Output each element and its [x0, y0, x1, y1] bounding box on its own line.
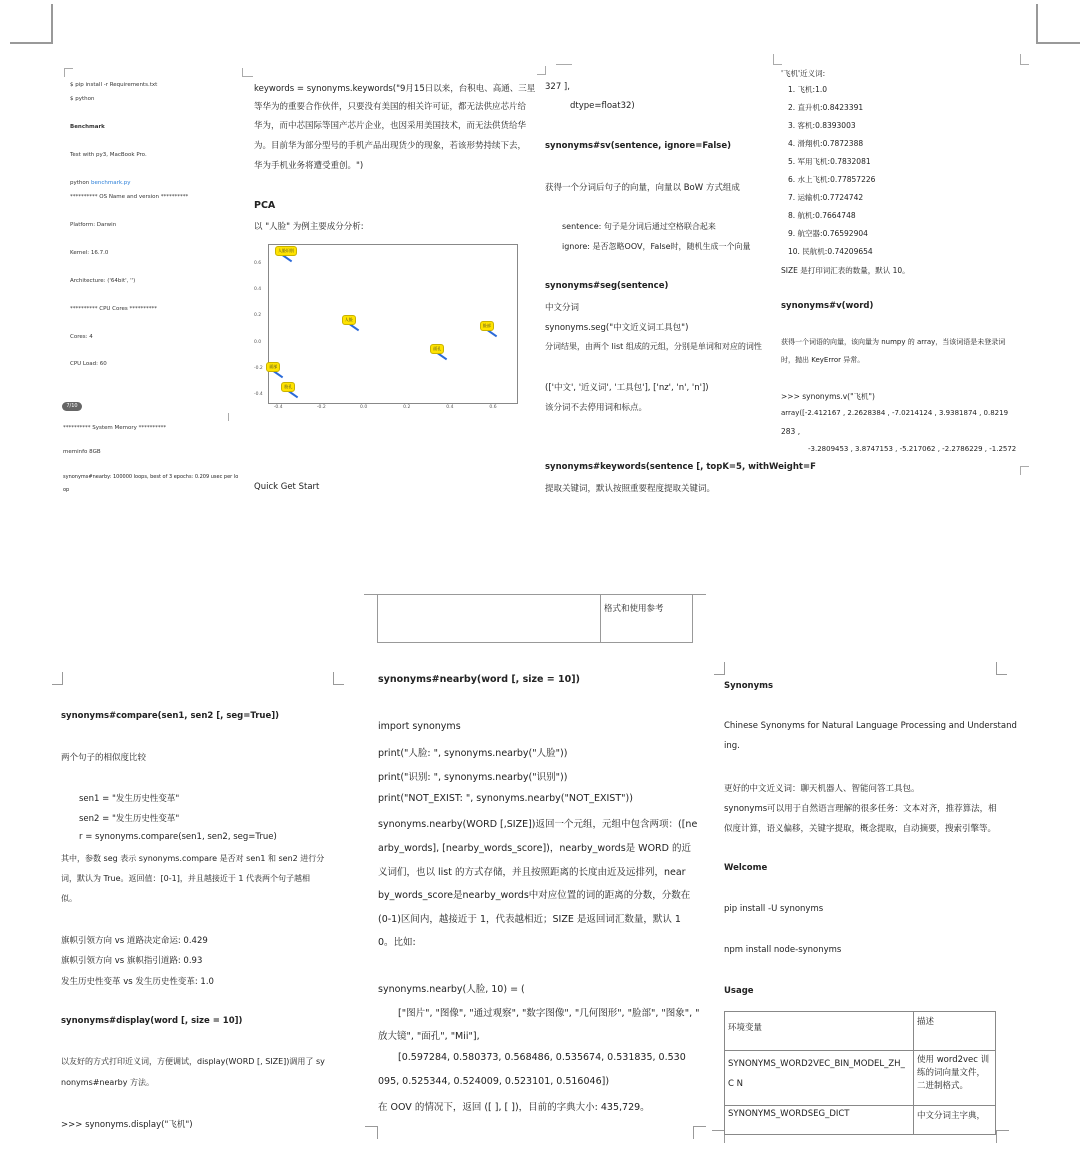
- architecture-line: Architecture: ('64bit', ''): [70, 278, 136, 284]
- compare-param-line: 似。: [61, 894, 77, 903]
- platform-line: Platform: Darwin: [70, 222, 117, 228]
- y-tick-label: -0.2: [254, 366, 263, 372]
- page-corner-mark: [1036, 4, 1080, 44]
- pip-install-line: $ pip install -r Requirements.txt: [70, 82, 158, 88]
- pca-scatter-chart: [254, 236, 520, 416]
- scatter-point-label: 人脸: [342, 315, 356, 325]
- table-cell: 中文分词主字典，: [914, 1106, 996, 1135]
- compare-result: 旗帜引领方向 vs 旗帜指引道路: 0.93: [61, 956, 203, 966]
- welcome-heading: Welcome: [724, 863, 768, 873]
- crop-mark: [52, 672, 63, 685]
- usage-heading: Usage: [724, 986, 754, 996]
- v-example: >>> synonyms.v("飞机"): [781, 392, 875, 401]
- uses-line-cont: 似度计算，语义偏移，关键字提取，概念提取，自动摘要，搜索引擎等。: [724, 824, 997, 834]
- crop-mark: [64, 68, 73, 77]
- nearby-example-words-cont: 放大镜", "面孔", "Mii"],: [378, 1031, 480, 1042]
- synonyms-heading: Synonyms: [724, 681, 774, 691]
- scatter-point-label: 脸部: [480, 321, 494, 331]
- synonym-list-item: 6. 水上飞机:0.77857226: [788, 175, 876, 184]
- memory-separator: ********** System Memory **********: [63, 425, 167, 431]
- nearby-description-line: 0。比如:: [378, 937, 416, 948]
- python-prefix: python: [70, 180, 91, 186]
- crop-mark: [1020, 466, 1029, 475]
- print-line: print("识别: ", synonyms.nearby("识别")): [378, 772, 568, 783]
- keywords-code-line: keywords = synonyms.keywords("9月15日以来，台积电、高通、三星: [254, 84, 536, 94]
- oov-line: 在 OOV 的情况下，返回 ([ ], [ ])，目前的字典大小: 435,729。: [378, 1102, 650, 1113]
- keywords-code-line: 为。目前华为部分型号的手机产品出现货少的现象，若该形势持续下去，: [254, 141, 527, 151]
- uses-line: synonyms可以用于自然语言理解的很多任务：文本对齐，推荐算法，相: [724, 804, 997, 814]
- display-description-cont: nonyms#nearby 方法。: [61, 1078, 154, 1087]
- display-example: >>> synonyms.display("飞机"): [61, 1120, 193, 1130]
- x-tick-label: 0.6: [489, 405, 497, 410]
- import-line: import synonyms: [378, 721, 461, 732]
- compare-param-line: 词，默认为 True。返回值：[0-1]，并且越接近于 1 代表两个句子越相: [61, 874, 311, 883]
- y-tick-label: 0.4: [254, 287, 262, 293]
- v-signature: synonyms#v(word): [781, 301, 874, 311]
- npm-install-command: npm install node-synonyms: [724, 945, 842, 955]
- benchmark-heading: Benchmark: [70, 124, 105, 130]
- seg-signature: synonyms#seg(sentence): [545, 281, 669, 291]
- header-table-cell: 格式和使用参考: [604, 604, 664, 614]
- page-corner-mark: [10, 4, 53, 44]
- synonym-list-item: 10. 民航机:0.74209654: [788, 247, 873, 256]
- synonym-list-item: 5. 军用飞机:0.7832081: [788, 157, 871, 166]
- y-tick-label: 0.6: [254, 260, 262, 266]
- seg-description: 分词结果，由两个 list 组成的元组，分别是单词和对应的词性: [545, 342, 762, 351]
- crop-mark: [365, 1126, 378, 1139]
- keywords-code-line: 华为，而中芯国际等国产芯片企业，也因采用美国技术，而无法供货给华: [254, 121, 527, 131]
- synonyms-tagline: Chinese Synonyms for Natural Language Processing and Understand: [724, 721, 1017, 731]
- table-header-cell: 环境变量: [725, 1012, 914, 1051]
- nearby-description-line: 义词们，也以 list 的方式存储，并且按照距离的长度由近及远排列，near: [378, 867, 686, 878]
- nearby-description-line: synonyms.nearby(WORD [,SIZE])返回一个元组，元组中包含两项：([ne: [378, 819, 698, 830]
- meminfo-line: meminfo 8GB: [63, 449, 101, 455]
- scatter-point-label: 面孔: [430, 344, 444, 354]
- table-cell: SYNONYMS_WORDSEG_DICT: [725, 1106, 914, 1135]
- array-line: -3.2809453 , 3.8747153 , -5.217062 , -2.2786229 , -1.2572: [808, 445, 1017, 453]
- nearby-example-line: synonyms.nearby(人脸, 10) = (: [378, 984, 525, 995]
- sv-description: 获得一个分词后句子的向量，向量以 BoW 方式组成: [545, 183, 740, 193]
- seg-note: 该分词不去停用词和标点。: [545, 403, 648, 413]
- nearby-example-words: ["图片", "图像", "通过观察", "数字图像", "几何图形", "脸部", "图象", ": [398, 1008, 700, 1019]
- nearby-example-scores-cont: 095, 0.525344, 0.524009, 0.523101, 0.516046]): [378, 1076, 610, 1087]
- table-row: [725, 1051, 996, 1106]
- scatter-point-label: 面部: [266, 362, 280, 372]
- compare-call-line: r = synonyms.compare(sen1, sen2, seg=True): [79, 832, 277, 842]
- size-note: SIZE 是打印词汇表的数量，默认 10。: [781, 266, 910, 275]
- os-separator: ********** OS Name and version **********: [70, 194, 189, 200]
- crop-mark: [996, 1130, 1009, 1143]
- better-line: 更好的中文近义词：聊天机器人、智能问答工具包。: [724, 784, 920, 794]
- compare-signature: synonyms#compare(sen1, sen2 [, seg=True]): [61, 711, 279, 721]
- array-line: array([-2.412167 , 2.2628384 , -7.0214124 , 3.9381874 , 0.8219: [781, 409, 1009, 417]
- y-tick-label: -0.4: [254, 392, 263, 398]
- synonym-list-item: 1. 飞机:1.0: [788, 85, 827, 94]
- crop-mark: [996, 662, 1007, 675]
- x-tick-label: -0.2: [316, 405, 326, 410]
- cpu-separator: ********** CPU Cores **********: [70, 306, 158, 312]
- table-cell: 使用 word2vec 训练的词向量文件，二进制格式。: [914, 1051, 996, 1106]
- x-tick-label: 0.0: [360, 405, 368, 410]
- cpu-load-line: CPU Load: 60: [70, 361, 107, 367]
- nearby-description-line: arby_words], [nearby_words_score])，nearby_words是 WORD 的近: [378, 843, 691, 854]
- keywords-description: 提取关键词，默认按照重要程度提取关键词。: [545, 484, 716, 494]
- x-tick-label: -0.4: [273, 405, 283, 410]
- x-tick-label: 0.2: [403, 405, 411, 410]
- compare-result: 旗帜引领方向 vs 道路决定命运: 0.429: [61, 936, 208, 946]
- pca-heading: PCA: [254, 200, 276, 211]
- crop-mark: [242, 68, 253, 77]
- x-tick-label: 0.4: [446, 405, 454, 410]
- crop-mark: [537, 66, 546, 75]
- sen1-line: sen1 = "发生历史性变革": [79, 794, 180, 804]
- crop-mark: [228, 413, 233, 421]
- compare-param-line: 其中，参数 seg 表示 synonyms.compare 是否对 sen1 和 sen2 进行分: [61, 854, 325, 863]
- test-line: Test with py3, MacBook Pro.: [70, 152, 147, 158]
- nearby-example-scores: [0.597284, 0.580373, 0.568486, 0.535674, 0.531835, 0.530: [398, 1052, 686, 1063]
- table-row: [725, 1012, 996, 1051]
- y-tick-label: 0.0: [254, 339, 262, 345]
- scatter-point-label: 脸孔: [281, 382, 295, 392]
- pca-description: 以 "人脸" 为例主要成分分析:: [254, 222, 364, 232]
- header-table: [377, 594, 693, 643]
- synonyms-title: '飞机'近义词:: [781, 69, 826, 78]
- quick-start-heading: Quick Get Start: [254, 482, 320, 492]
- nearby-description-line: by_words_score是nearby_words中对应位置的词的距离的分数，分数在: [378, 890, 691, 901]
- page-badge: 7/10: [62, 402, 82, 411]
- v-description-cont: 时，抛出 KeyError 异常。: [781, 356, 865, 364]
- seg-result: (['中文', '近义词', '工具包'], ['nz', 'n', 'n']): [545, 383, 709, 393]
- synonym-list-item: 3. 客机:0.8393003: [788, 121, 856, 130]
- v-description: 获得一个词语的向量，该向量为 numpy 的 array，当该词语是未登录词: [781, 338, 1006, 346]
- crop-mark: [333, 672, 344, 685]
- sentence-param: sentence: 句子是分词后通过空格联合起来: [562, 222, 716, 231]
- python-command: $ python: [70, 96, 95, 102]
- scatter-point-label: 人脸识别: [275, 246, 297, 256]
- env-var-table: [724, 1011, 996, 1135]
- dtype-line: dtype=float32): [570, 101, 635, 111]
- pip-install-command: pip install -U synonyms: [724, 904, 824, 914]
- array-line: 283 ,: [781, 427, 801, 436]
- table-row: [725, 1106, 996, 1135]
- nearby-description-line: (0-1)区间内，越接近于 1，代表越相近；SIZE 是返回词汇数量，默认 1: [378, 914, 681, 925]
- sen2-line: sen2 = "发生历史性变革": [79, 814, 180, 824]
- synonym-list-item: 7. 运输机:0.7724742: [788, 193, 864, 202]
- ignore-param: ignore: 是否忽略OOV，False时，随机生成一个向量: [562, 242, 751, 251]
- sv-signature: synonyms#sv(sentence, ignore=False): [545, 141, 731, 151]
- crop-mark: [773, 54, 782, 65]
- compare-result: 发生历史性变革 vs 发生历史性变革: 1.0: [61, 977, 214, 987]
- synonym-list-item: 4. 滑翔机:0.7872388: [788, 139, 864, 148]
- array-close-line: 327 ],: [545, 82, 570, 92]
- benchmark-link[interactable]: benchmark.py: [91, 180, 131, 186]
- synonym-list-item: 8. 航机:0.7664748: [788, 211, 856, 220]
- table-cell: SYNONYMS_WORD2VEC_BIN_MODEL_ZH_C N: [725, 1051, 914, 1106]
- synonym-list-item: 9. 航空器:0.76592904: [788, 229, 868, 238]
- print-line: print("NOT_EXIST: ", synonyms.nearby("NOT_EXIST")): [378, 793, 633, 804]
- python-benchmark-line: [70, 180, 131, 186]
- display-signature: synonyms#display(word [, size = 10]): [61, 1016, 243, 1026]
- y-tick-label: 0.2: [254, 313, 262, 319]
- synonym-list-item: 2. 直升机:0.8423391: [788, 103, 864, 112]
- keywords-code-line: 等华为的重要合作伙伴，只要没有美国的相关许可证，都无法供应芯片给: [254, 102, 527, 112]
- display-description: 以友好的方式打印近义词，方便调试，display(WORD [, SIZE])调用了 sy: [61, 1057, 325, 1066]
- crop-mark: [1020, 54, 1029, 65]
- cores-line: Cores: 4: [70, 334, 93, 340]
- compare-description: 两个句子的相似度比较: [61, 753, 147, 763]
- table-divider: [600, 594, 601, 642]
- nearby-benchmark-line: synonyms#nearby: 100000 loops, best of 3 epochs: 0.209 usec per lo: [63, 474, 239, 480]
- keywords-signature: synonyms#keywords(sentence [, topK=5, withWeight=F: [545, 462, 816, 472]
- nearby-benchmark-line-cont: op: [63, 487, 70, 493]
- synonyms-tagline-cont: ing.: [724, 741, 740, 751]
- crop-mark: [556, 64, 572, 71]
- nearby-signature: synonyms#nearby(word [, size = 10]): [378, 674, 580, 685]
- seg-example: synonyms.seg("中文近义词工具包"): [545, 323, 689, 333]
- crop-mark: [693, 1126, 706, 1139]
- keywords-code-line: 华为手机业务将遭受重创。"): [254, 161, 364, 171]
- crop-mark: [714, 662, 725, 675]
- kernel-line: Kernel: 16.7.0: [70, 250, 109, 256]
- print-line: print("人脸: ", synonyms.nearby("人脸")): [378, 748, 568, 759]
- synonym-list: [788, 84, 1028, 264]
- seg-title: 中文分词: [545, 303, 580, 313]
- table-header-cell: 描述: [914, 1012, 996, 1051]
